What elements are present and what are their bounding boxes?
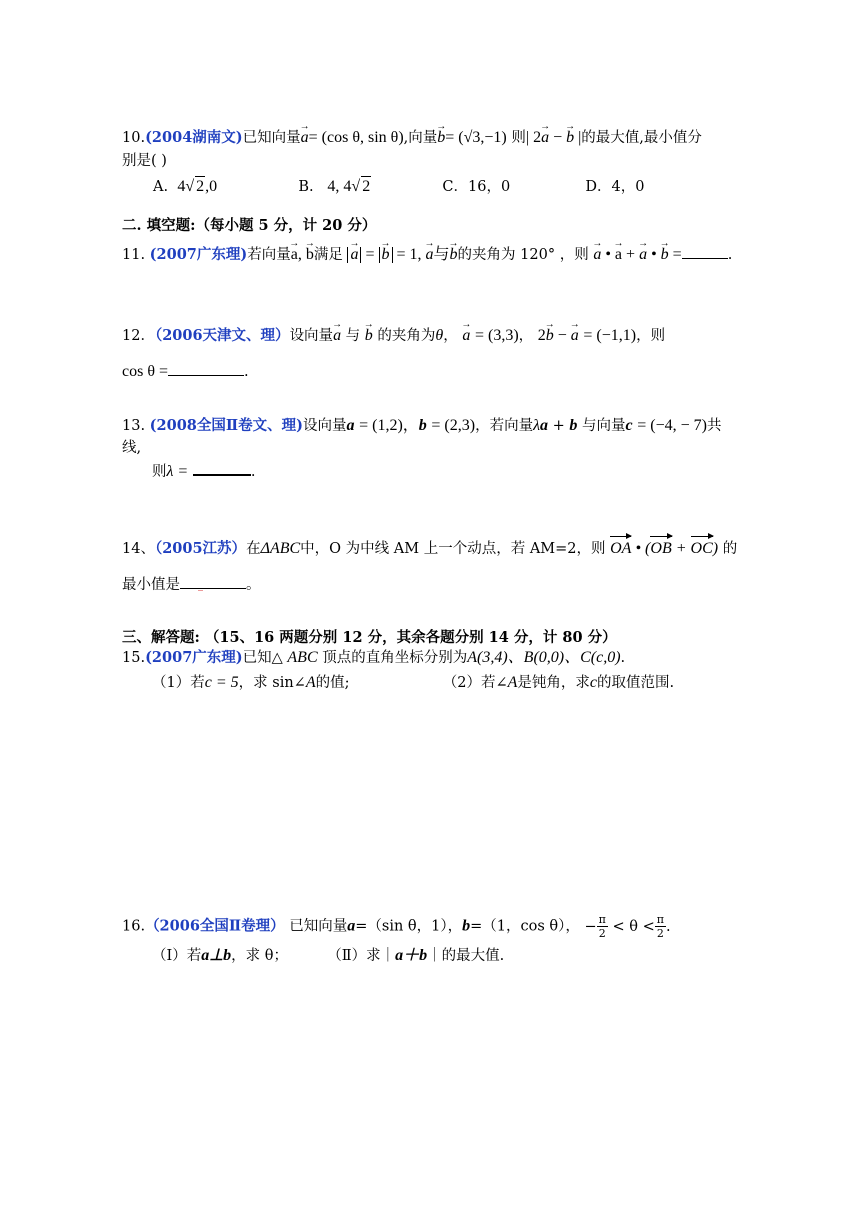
q16-text: 已知向量 [289,918,348,935]
q13-text: ，若向量 [475,418,534,434]
vector-a: → a [333,326,341,346]
q13-b-value: = (2,3) [431,417,476,434]
q13-a-value: = (1,2)， [359,417,419,434]
q15-text: 顶点的直角坐标分别为 [322,650,468,666]
q12-text: ，则 [636,328,666,344]
q10-line2: 别是( ) [122,153,167,169]
vector-b: → b [365,326,373,346]
q12-text: 与 [345,328,361,344]
q10-source: (2004湖南文) [145,129,243,146]
q16-sub2: （Ⅱ）求｜a＋b｜的最大值. [327,947,505,964]
q12-text: ， [443,328,458,344]
q15-sub2: （2）若∠A是钝角，求c的取值范围. [442,674,675,691]
q12-line2: cos θ = . [122,363,249,380]
q12-text: 的夹角为 [377,328,436,344]
q14-source: （2005江苏） [154,540,247,557]
q15-number: 15. [122,650,146,666]
q13-answer-blank[interactable] [193,460,251,476]
q16-theta-range: − $\frac{\pi}{2}$ < θ < $\frac{\pi}{2}$ . [584,913,671,940]
q16-source: （2006全国Ⅱ卷理） [145,917,285,935]
q15-line2 [152,673,674,693]
q11-expression: → a • → a + → a • → b = [593,246,681,263]
q16-b: b [462,917,471,935]
q14-answer-blank[interactable]: _ [180,574,246,589]
vector-b: → b [437,128,445,148]
option-c: C．16，0 [442,179,511,195]
q15-line1: 15.(2007广东理)已知△ ABC 顶点的直角坐标分别为A(3,4)、B(0,0)、C(c,0). [122,649,626,666]
q12-source: （2006天津文、理） [154,327,290,344]
q13-c-value: = (−4, − 7) [637,417,707,434]
q10-number: 10. [122,130,146,146]
q15-points: A(3,4)、B(0,0)、C(c,0) [467,649,621,666]
q10-text: ,向量 [403,130,438,146]
q13-lambda: λ = [166,463,189,480]
q12-answer-blank[interactable] [168,361,244,376]
q11-line: 11. (2007广东理)若向量→ a, → b满足 → a = → b = 1, → a与→ b的夹角为 120° ，则 → a • → a + → a • → b = . [122,244,732,265]
q15-sub1: （1）若c = 5，求 sin∠A的值; [152,674,350,691]
q14-text: 中，O 为中线 AM 上一个动点，若 AM=2，则 [300,541,606,557]
option-d: D．4，0 [585,179,645,195]
q13-text: 则 [152,464,167,480]
q14-line1 [122,539,737,559]
q16-a-value: =（sin θ，1）， [355,918,463,935]
q11-vectors: → a, → b [291,246,314,263]
q11-source: (2007广东理) [149,246,248,263]
q14-number: 14、 [122,541,155,557]
q12-line1: 12．（2006天津文、理）设向量→ a 与 → b 的夹角为θ， → a = (3,3)， 2→ b − → a = (−1,1)，则 [122,326,665,346]
q10-text: 已知向量 [242,130,301,146]
q16-b-value: =（1，cos θ）， [470,918,580,935]
q16-number: 16. [122,918,146,935]
q14-triangle: ΔABC [260,540,301,557]
vector-a: → a [301,128,309,148]
q11-condition: → a = → b = 1, → a与→ b [347,246,457,263]
q13-line3: 则λ = . [152,460,255,482]
q13-line2: 线, [122,440,142,456]
q16-a: a [347,917,356,935]
q10-line1 [122,128,702,148]
q13-text: 共 [706,418,722,434]
q10-a-value: = (cos θ, sin θ) [308,129,404,146]
q10-options [153,176,644,197]
q12-expr-value: = (−1,1) [583,327,637,344]
q13-line1: 13. (2008全国Ⅱ卷文、理)设向量a = (1,2)，b = (2,3)，若向量λa + b 与向量c = (−4, − 7)共 [122,417,722,434]
q12-text: 设向量 [289,328,334,344]
q13-source: (2008全国Ⅱ卷文、理) [149,417,303,434]
q13-text: 设向量 [302,418,347,434]
q13-number: 13. [122,418,146,434]
q12-cos: cos θ = [122,363,169,380]
q11-text: 满足 [313,247,343,263]
q14-expression: OA • (OB + OC) [610,540,719,557]
q14-line2 [122,574,261,595]
q12-text: ， [518,328,534,344]
q15-text: 已知△ [242,650,283,666]
q10-abs-expr: | 2→ a − → b | [526,129,581,146]
q14-text: 最小值是 [122,577,180,593]
q11-number: 11. [122,247,146,263]
q16-line1 [122,913,671,940]
q10-text: 则 [511,130,526,146]
q11-text: 的夹角为 120° ，则 [457,247,589,263]
q16-sub1: （Ⅰ）若a⊥b，求 θ； [152,947,289,964]
option-a: A. 4√ 2,0 [153,178,218,195]
q15-source: (2007广东理) [145,649,243,666]
q12-number: 12． [122,328,155,344]
q14-text: 的 [722,541,738,557]
q14-text: 。 [246,577,261,593]
q13-text: 与向量 [582,418,626,434]
q10-b-value: = (√3,−1) [445,129,507,146]
q14-text: 在 [246,541,261,557]
section-2-title: 二. 填空题:（每小题 5 分，计 20 分） [122,217,377,234]
q16-line2 [152,946,504,966]
section-3-title: 三、解答题: （15、16 两题分别 12 分，其余各题分别 14 分，计 80 分） [122,629,617,646]
q10-text: 的最大值,最小值分 [581,130,702,146]
q11-text: 若向量 [247,247,291,263]
option-b: B. 4, 4√ 2 [298,178,371,195]
q11-answer-blank[interactable] [682,244,728,259]
q12-a-value: = (3,3) [474,327,519,344]
